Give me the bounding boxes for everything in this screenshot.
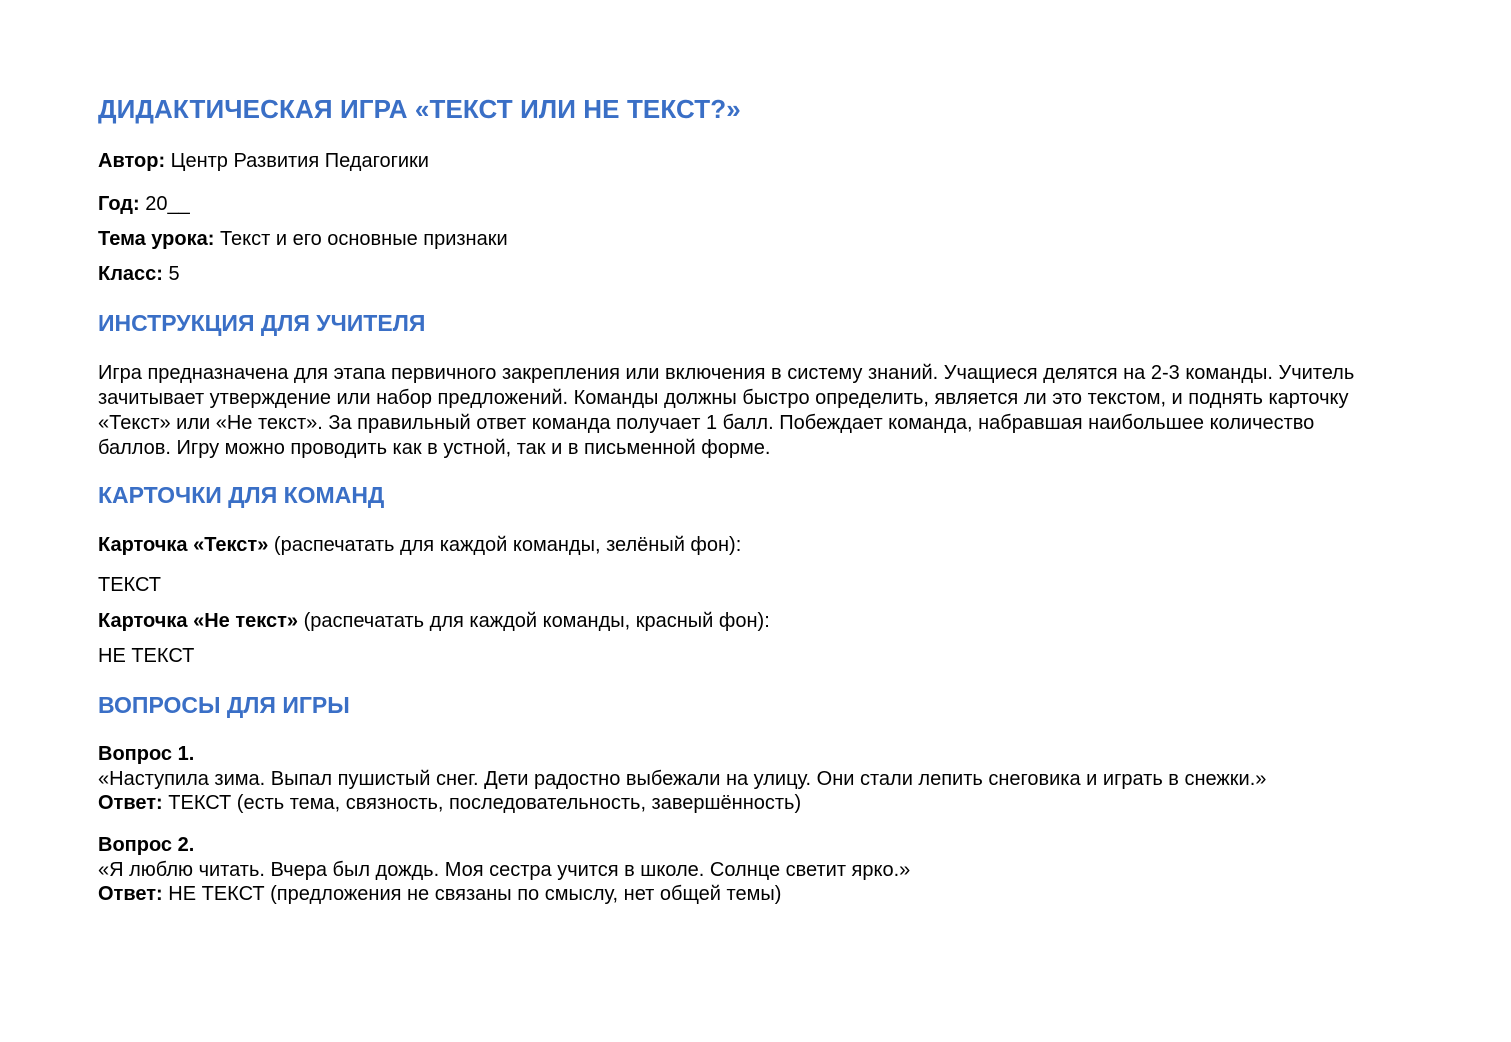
card2-value: НЕ ТЕКСТ: [98, 645, 195, 667]
question-2-text: «Я люблю читать. Вчера был дождь. Моя сестра учится в школе. Солнце светит ярко.»: [98, 858, 911, 881]
grade-value: 5: [168, 263, 180, 285]
topic-line: [98, 227, 508, 251]
card2-line: [98, 609, 770, 633]
year-label: Год:: [98, 193, 140, 215]
question-2-answer-value: НЕ ТЕКСТ (предложения не связаны по смыслу, нет общей темы): [168, 883, 782, 905]
topic-value: Текст и его основные признаки: [219, 228, 508, 250]
author-line: [98, 149, 429, 173]
card2-label: Карточка «Не текст»: [98, 610, 299, 632]
document-title: ДИДАКТИЧЕСКАЯ ИГРА «ТЕКСТ ИЛИ НЕ ТЕКСТ?»: [98, 94, 741, 124]
grade-line: [98, 262, 180, 286]
author-value: Центр Развития Педагогики: [170, 150, 429, 172]
questions-heading: ВОПРОСЫ ДЛЯ ИГРЫ: [98, 692, 350, 718]
question-2: [98, 833, 910, 907]
card1-label: Карточка «Текст»: [98, 534, 269, 556]
card1-value: ТЕКСТ: [98, 574, 161, 596]
question-2-label: Вопрос 2.: [98, 834, 195, 856]
instruction-heading: ИНСТРУКЦИЯ ДЛЯ УЧИТЕЛЯ: [98, 310, 426, 336]
question-1-label: Вопрос 1.: [98, 743, 195, 765]
question-1-answer-value: ТЕКСТ (есть тема, связность, последовательность, завершённость): [168, 792, 802, 814]
question-2-answer-label: Ответ:: [98, 883, 163, 905]
year-line: [98, 192, 190, 216]
card2-note: (распечатать для каждой команды, красный фон):: [303, 610, 770, 632]
year-value: 20__: [145, 193, 190, 215]
cards-heading: КАРТОЧКИ ДЛЯ КОМАНД: [98, 482, 385, 508]
grade-label: Класс:: [98, 263, 163, 285]
card1-line: [98, 533, 741, 557]
card1-note: (распечатать для каждой команды, зелёный фон):: [273, 534, 742, 556]
question-1: [98, 742, 1266, 816]
author-label: Автор:: [98, 150, 166, 172]
topic-label: Тема урока:: [98, 228, 215, 250]
instruction-text: Игра предназначена для этапа первичного закрепления или включения в систему знаний. Учащиеся делятся на 2-3 команды. Учитель зачитывает утверждение или набор предложений. Команды должны быстро определить, является ли это текстом, и поднять карточку «Текст» или «Не текст». За правильный ответ команда получает 1 балл. Побеждает команда, набравшая наибольшее количество баллов. Игру можно проводить как в устной, так и в письменной форме.: [98, 362, 1355, 459]
question-1-text: «Наступила зима. Выпал пушистый снег. Дети радостно выбежали на улицу. Они стали лепить снеговика и играть в снежки.»: [98, 767, 1267, 790]
question-1-answer-label: Ответ:: [98, 792, 163, 814]
